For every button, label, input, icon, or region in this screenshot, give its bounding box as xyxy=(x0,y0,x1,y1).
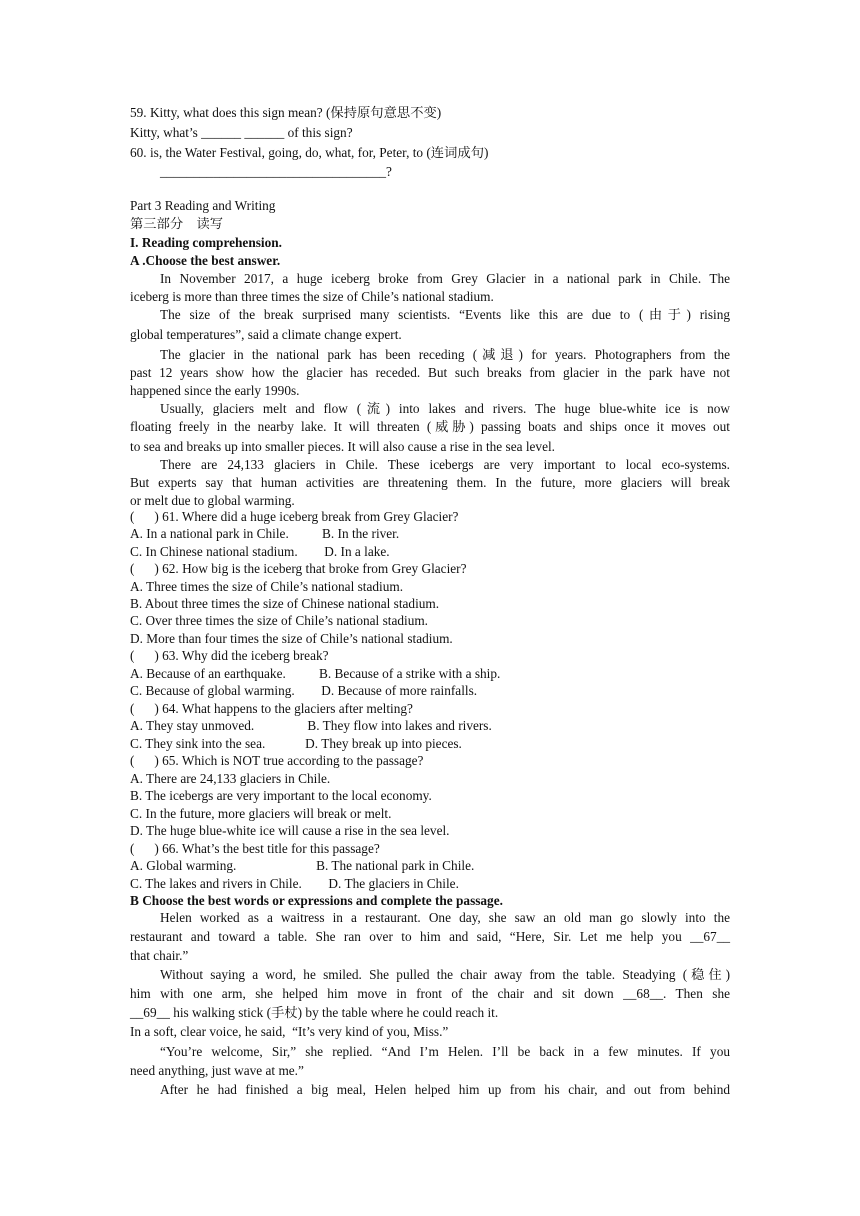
text-line-1: 59. Kitty, what does this sign mean? (保持原句意思不变) xyxy=(130,105,442,120)
text-line-9: In November 2017, a huge iceberg broke from Grey Glacier in a national park in Chile. The xyxy=(160,271,730,286)
text-line-49: him with one arm, she helped him move in front of the chair and sit down __68__. Then she xyxy=(130,986,730,1001)
text-line-16: Usually, glaciers melt and flow (流) into lakes and rivers. The huge blue-white ice is now xyxy=(160,401,730,416)
text-line-27: B. About three times the size of Chinese national stadium. xyxy=(130,596,440,611)
text-line-30: ( ) 63. Why did the iceberg break? xyxy=(130,648,329,663)
text-line-3: 60. is, the Water Festival, going, do, what, for, Peter, to (连词成句) xyxy=(130,145,489,160)
text-line-22: ( ) 61. Where did a huge iceberg break from Grey Glacier? xyxy=(130,509,459,524)
text-line-6: 第三部分 读写 xyxy=(130,216,224,231)
text-line-50: __69__ his walking stick (手杖) by the table where he could reach it. xyxy=(130,1005,499,1020)
text-line-8: A .Choose the best answer. xyxy=(130,253,281,268)
text-line-31: A. Because of an earthquake. B. Because of a strike with a ship. xyxy=(130,666,501,681)
text-line-48: Without saying a word, he smiled. She pulled the chair away from the table. Steadying (稳住) xyxy=(160,967,730,982)
text-line-7: I. Reading comprehension. xyxy=(130,235,282,250)
text-line-42: A. Global warming. B. The national park in Chile. xyxy=(130,858,475,873)
text-line-52: “You’re welcome, Sir,” she replied. “And I’m Helen. I’ll be back in a few minutes. If you xyxy=(160,1044,730,1059)
text-line-20: But experts say that human activities are threatening them. In the future, more glaciers will break xyxy=(130,475,730,490)
text-line-44: B Choose the best words or expressions and complete the passage. xyxy=(130,893,503,908)
text-line-25: ( ) 62. How big is the iceberg that broke from Grey Glacier? xyxy=(130,561,467,576)
text-line-51: In a soft, clear voice, he said, “It’s very kind of you, Miss.” xyxy=(130,1024,449,1039)
text-line-36: ( ) 65. Which is NOT true according to the passage? xyxy=(130,753,424,768)
text-line-43: C. The lakes and rivers in Chile. D. The glaciers in Chile. xyxy=(130,876,459,891)
text-line-47: that chair.” xyxy=(130,948,189,963)
text-line-24: C. In Chinese national stadium. D. In a lake. xyxy=(130,544,390,559)
text-line-23: A. In a national park in Chile. B. In the river. xyxy=(130,526,400,541)
text-line-38: B. The icebergs are very important to the local economy. xyxy=(130,788,432,803)
text-line-34: A. They stay unmoved. B. They flow into lakes and rivers. xyxy=(130,718,492,733)
text-line-10: iceberg is more than three times the size of Chile’s national stadium. xyxy=(130,289,494,304)
text-line-12: global temperatures”, said a climate change expert. xyxy=(130,327,402,342)
text-line-28: C. Over three times the size of Chile’s national stadium. xyxy=(130,613,429,628)
text-line-54: After he had finished a big meal, Helen helped him up from his chair, and out from behind xyxy=(160,1082,730,1097)
text-line-45: Helen worked as a waitress in a restaurant. One day, she saw an old man go slowly into the xyxy=(160,910,730,925)
text-line-53: need anything, just wave at me.” xyxy=(130,1063,304,1078)
text-line-14: past 12 years show how the glacier has receded. But such breaks from glacier in the park have not xyxy=(130,365,730,380)
text-line-46: restaurant and toward a table. She ran over to him and said, “Here, Sir. Let me help you __67__ xyxy=(130,929,730,944)
text-line-26: A. Three times the size of Chile’s national stadium. xyxy=(130,579,404,594)
text-line-37: A. There are 24,133 glaciers in Chile. xyxy=(130,771,331,786)
text-line-29: D. More than four times the size of Chile’s national stadium. xyxy=(130,631,453,646)
text-line-13: The glacier in the national park has been receding (减退) for years. Photographers from the xyxy=(160,347,730,362)
text-line-4: __________________________________? xyxy=(160,164,392,179)
text-line-21: or melt due to global warming. xyxy=(130,493,295,508)
text-line-35: C. They sink into the sea. D. They break up into pieces. xyxy=(130,736,462,751)
text-line-19: There are 24,133 glaciers in Chile. These icebergs are very important to local eco-systems. xyxy=(160,457,730,472)
text-line-40: D. The huge blue-white ice will cause a rise in the sea level. xyxy=(130,823,450,838)
text-line-32: C. Because of global warming. D. Because of more rainfalls. xyxy=(130,683,478,698)
text-line-5: Part 3 Reading and Writing xyxy=(130,198,276,213)
text-line-17: floating freely in the nearby lake. It will threaten (威胁) passing boats and ships once it moves out xyxy=(130,419,730,434)
text-line-2: Kitty, what’s ______ ______ of this sign? xyxy=(130,125,353,140)
text-line-15: happened since the early 1990s. xyxy=(130,383,300,398)
text-line-41: ( ) 66. What’s the best title for this passage? xyxy=(130,841,380,856)
text-line-33: ( ) 64. What happens to the glaciers after melting? xyxy=(130,701,413,716)
text-line-39: C. In the future, more glaciers will break or melt. xyxy=(130,806,392,821)
text-line-11: The size of the break surprised many scientists. “Events like this are due to (由于) rising xyxy=(160,307,730,322)
text-line-18: to sea and breaks up into smaller pieces. It will also cause a rise in the sea level. xyxy=(130,439,555,454)
